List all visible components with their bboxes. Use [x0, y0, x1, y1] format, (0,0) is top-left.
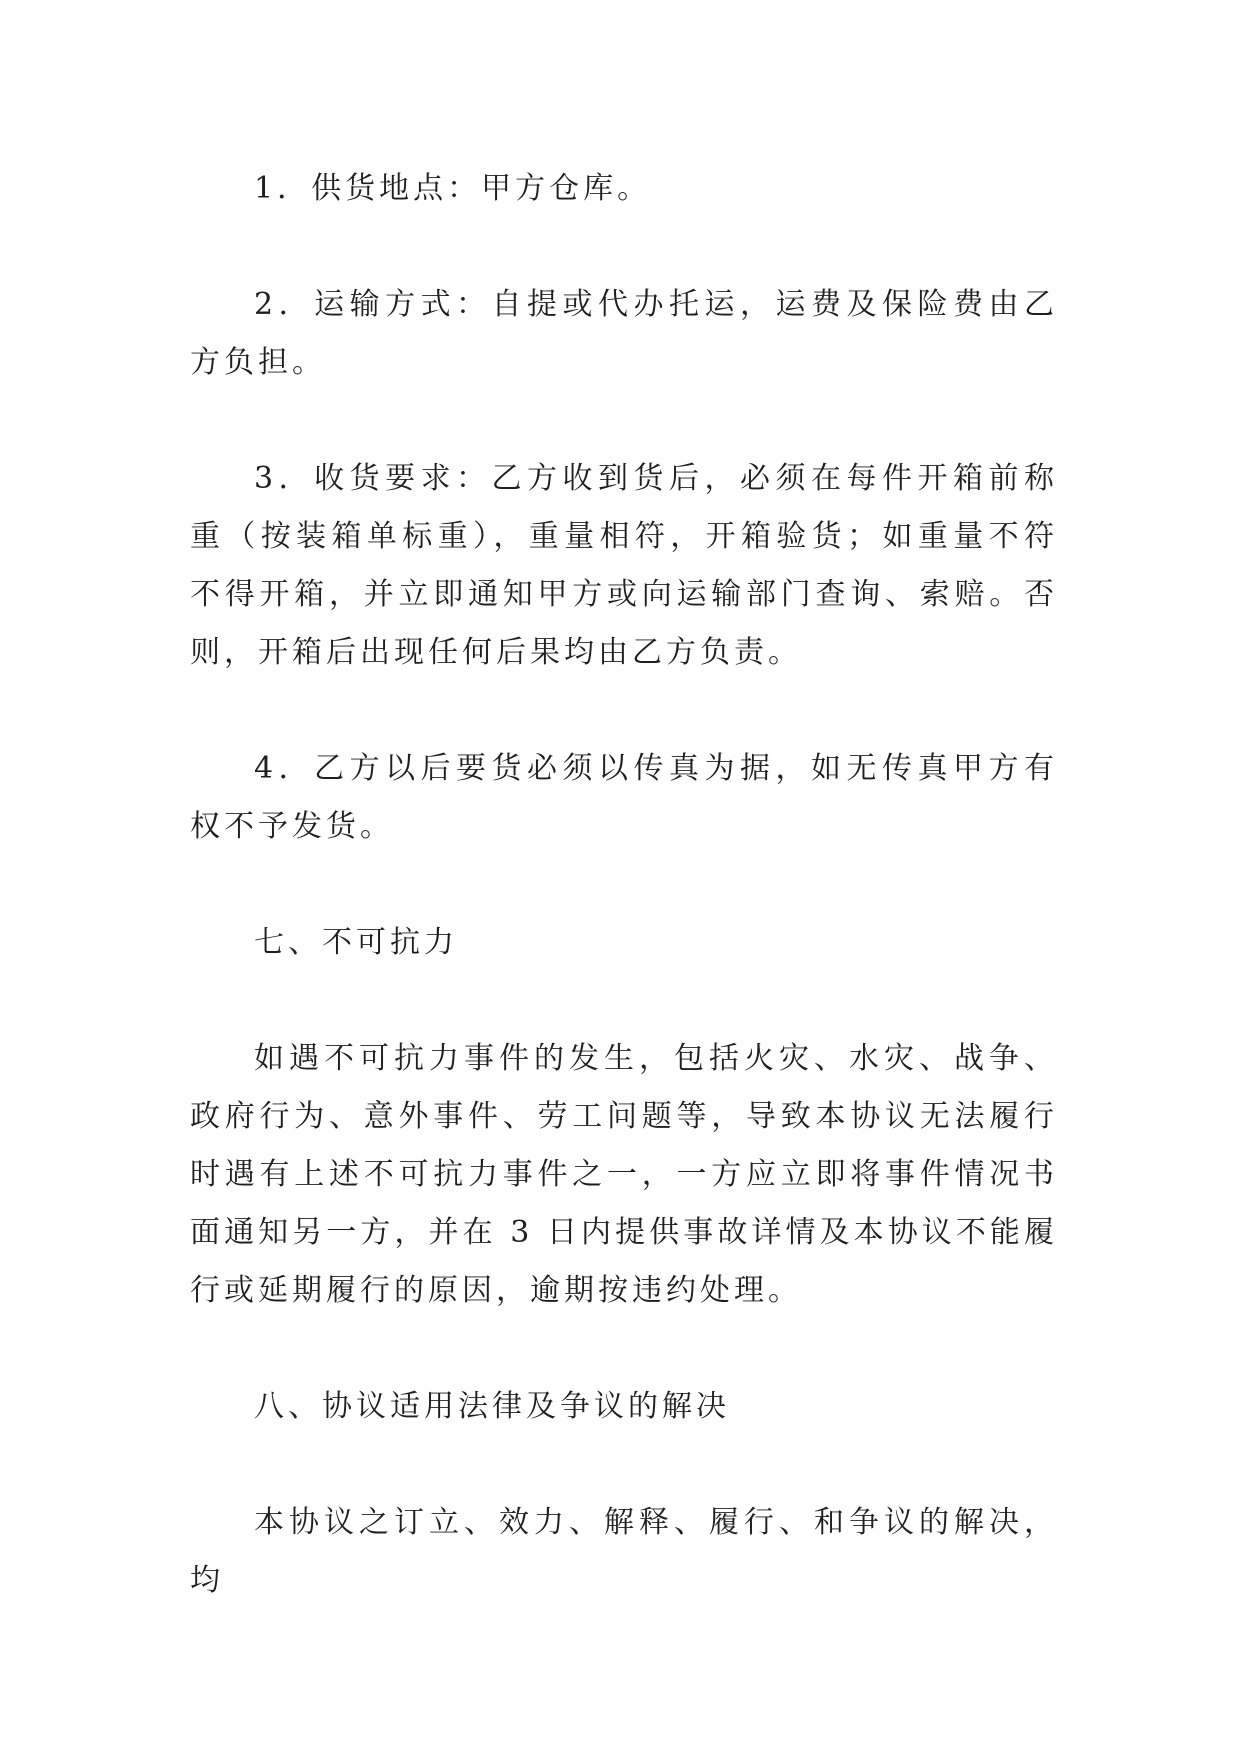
clause-order-by-fax: 4．乙方以后要货必须以传真为据，如无传真甲方有权不予发货。 [190, 751, 1058, 844]
clause-force-majeure: 如遇不可抗力事件的发生，包括火灾、水灾、战争、政府行为、意外事件、劳工问题等，导致本协议无法履行时遇有上述不可抗力事件之一，一方应立即将事件情况书面通知另一方，并在 3 日内提供事故详情及本协议不能履行或延期履行的原因，逾期按违约处理。 [190, 1041, 1058, 1308]
clause-transport-method: 2．运输方式：自提或代办托运，运费及保险费由乙方负担。 [190, 287, 1058, 380]
section-heading-governing-law: 八、协议适用法律及争议的解决 [254, 1389, 730, 1424]
document-body [190, 160, 1058, 1668]
clause-governing-law: 本协议之订立、效力、解释、履行、和争议的解决，均 [190, 1505, 1058, 1598]
clause-receiving-requirements: 3．收货要求：乙方收到货后，必须在每件开箱前称重（按装箱单标重），重量相符，开箱验货；如重量不符不得开箱，并立即通知甲方或向运输部门查询、索赔。否则，开箱后出现任何后果均由乙方负责。 [190, 461, 1058, 670]
section-heading-force-majeure: 七、不可抗力 [254, 925, 458, 960]
clause-supply-location: 1．供货地点：甲方仓库。 [254, 171, 652, 206]
